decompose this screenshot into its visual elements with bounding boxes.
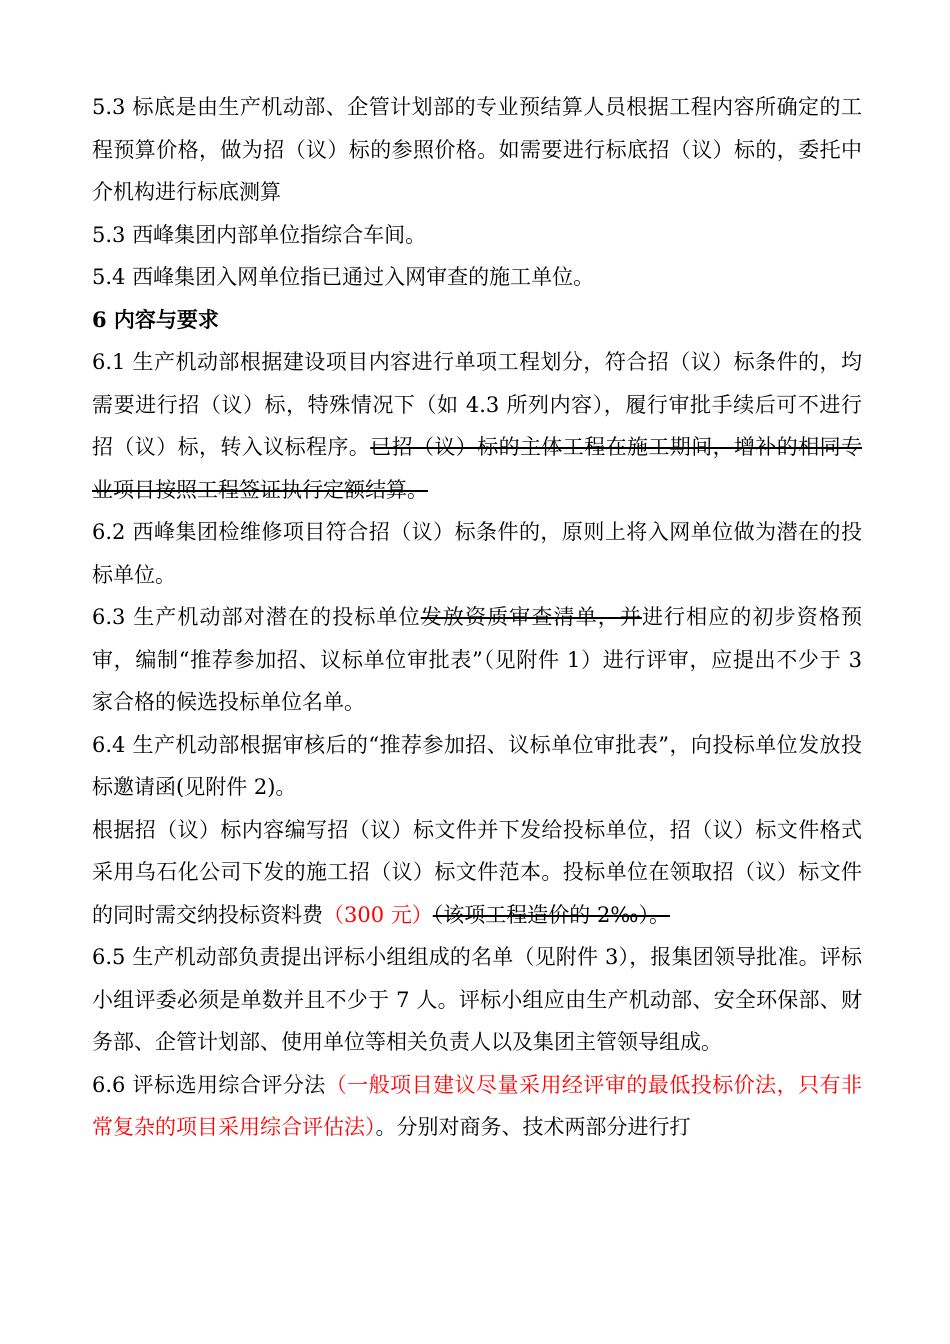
paragraph-text: 6.3 生产机动部对潜在的投标单位 [92,605,421,629]
document-body [92,86,862,1149]
struck-text: 发放资质审查清单，并 [420,605,642,629]
paragraph-6-4 [92,724,862,809]
paragraph-6-1 [92,341,862,511]
paragraph-5-3-internal-unit [92,214,862,257]
paragraph-text: 6.1 生产机动部根据建设项目内容进行单项工程划分，符合招（议）标条件的，均需要进行招（议）标，特殊情况下（如 4.3 所列内容），履行审批手续后可不进行招（议）标，转入议标程序。 [92,350,862,459]
paragraph-text: 6.2 西峰集团检维修项目符合招（议）标条件的，原则上将入网单位做为潜在的投标单位。 [92,520,862,587]
paragraph-text: 6.6 评标选用综合评分法 [92,1072,326,1097]
paragraph-6-6 [92,1064,862,1149]
heading-text: 6 内容与要求 [92,306,219,332]
section-heading-6 [92,299,862,342]
paragraph-text: 5.3 西峰集团内部单位指综合车间。 [92,222,427,247]
highlighted-fee: （300 元） [323,902,433,927]
paragraph-text: 5.3 标底是由生产机动部、企管计划部的专业预结算人员根据工程内容所确定的工程预算价格，做为招（议）标的参照价格。如需要进行标底招（议）标的，委托中介机构进行标底测算 [92,95,862,204]
paragraph-6-2 [92,511,862,596]
paragraph-5-3-bid-base [92,86,862,214]
paragraph-text: 6.5 生产机动部负责提出评标小组组成的名单（见附件 3），报集团领导批准。评标小组评委必须是单数并且不少于 7 人。评标小组应由生产机动部、安全环保部、财务部、企管计划部、使用单位等相关负责人以及集团主管领导组成。 [92,945,862,1054]
struck-text: （该项工程造价的 2‰）。 [432,902,670,927]
paragraph-5-4-network-unit [92,256,862,299]
struck-text: 已招（议）标的主体工程在施工期间，增补的相同专业项目按照工程签证执行定额结算。 [92,435,863,502]
paragraph-text: 5.4 西峰集团入网单位指已通过入网审查的施工单位。 [92,265,595,289]
paragraph-6-5 [92,936,862,1064]
paragraph-6-4-bid-documents [92,809,862,937]
paragraph-6-3 [92,596,862,724]
highlighted-note: （一般项目建议尽量采用经评审的最低投标价法，只有非常复杂的项目采用综合评估法） [92,1072,863,1139]
paragraph-text: 根据招（议）标内容编写招（议）标文件并下发给投标单位，招（议）标文件格式采用乌石化公司下发的施工招（议）标文件范本。投标单位在领取招（议）标文件的同时需交纳投标资料费 [92,817,862,927]
paragraph-text: 6.4 生产机动部根据审核后的“推荐参加招、议标单位审批表”，向投标单位发放投标邀请函(见附件 2)。 [92,732,862,799]
paragraph-text: 。分别对商务、技术两部分进行打 [375,1115,691,1139]
paragraph-text: 进行相应的初步资格预审，编制“推荐参加招、议标单位审批表”（见附件 1）进行评审，应提出不少于 3 家合格的候选投标单位名单。 [92,605,863,714]
